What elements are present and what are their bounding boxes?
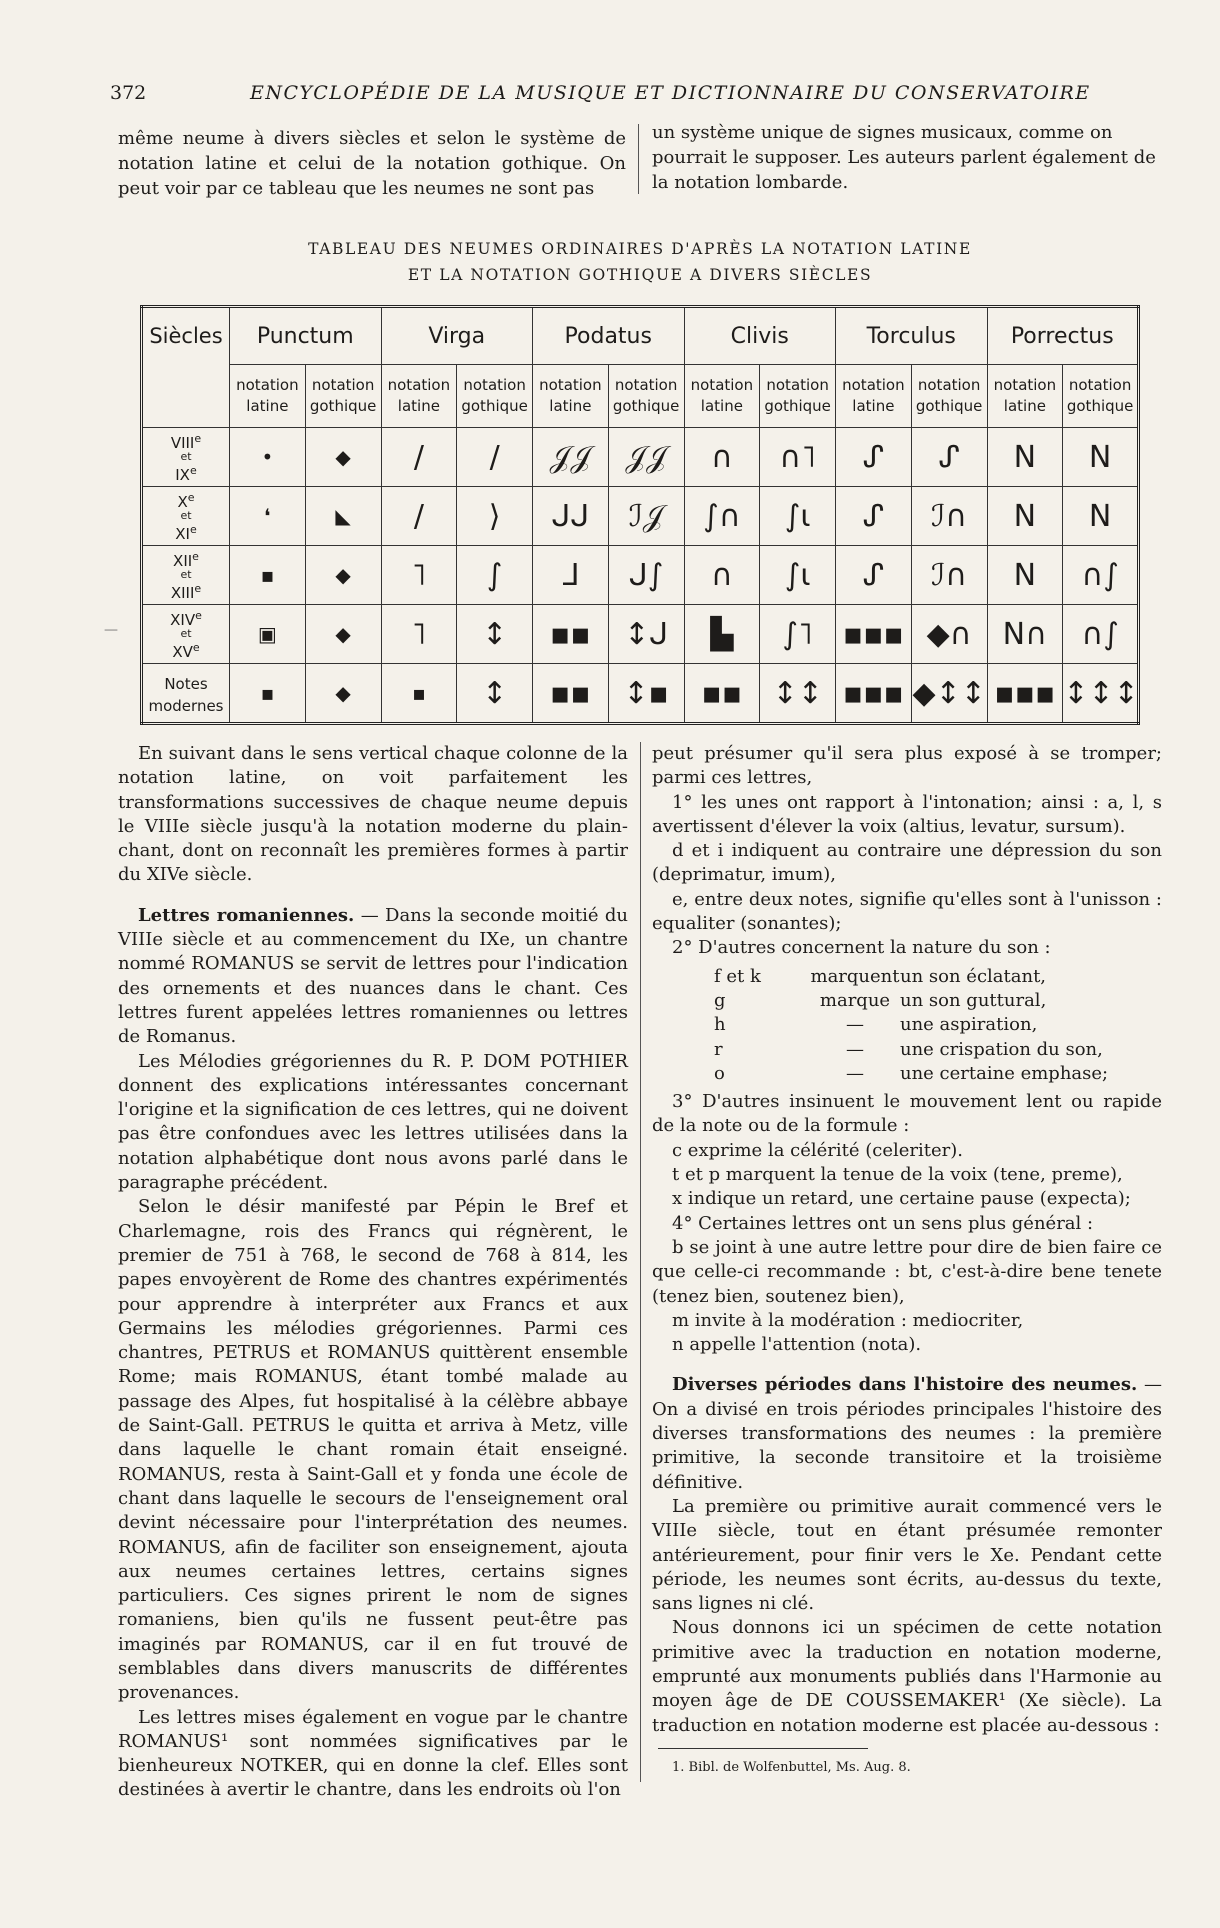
subheader-notation-gothique (305, 365, 381, 428)
subheader-line: latine (852, 397, 895, 415)
neume-symbol: ᔑ (836, 546, 912, 605)
row-label (142, 428, 230, 487)
neume-symbol: ℐ∩ (911, 487, 987, 546)
paragraph: m invite à la modération : mediocriter, (672, 1309, 1024, 1331)
section-paragraph (652, 1373, 1162, 1494)
neume-symbol: ◆∩ (911, 605, 987, 664)
paragraph: n appelle l'attention (nota). (672, 1334, 922, 1356)
neume-symbol: ↕ (457, 664, 533, 724)
subheader-notation-gothique (1063, 365, 1139, 428)
neume-symbol: ˥ (381, 605, 457, 664)
subheader-line: notation (993, 376, 1057, 394)
section-heading: Lettres romaniennes. (138, 904, 355, 926)
section-paragraph (118, 904, 628, 1050)
paragraph: t et p marquent la tenue de la voix (tene, preme), (672, 1164, 1123, 1186)
neume-table (140, 305, 1140, 725)
neume-symbol: ᔑ (836, 487, 912, 546)
neume-symbol: ᒍᒍ (533, 487, 609, 546)
neume-symbol: N (1063, 428, 1139, 487)
sound-letter: f et k (714, 965, 761, 987)
paragraph: b se joint à une autre lettre pour dire de bien faire ce que celle-ci recommande : bt, c'est-à-dire bene tenete (tenez bien, soutenez bien), (652, 1236, 1162, 1307)
left-column (118, 742, 628, 1803)
neume-symbol: ∩ (684, 546, 760, 605)
neume-symbol: • (230, 428, 306, 487)
paragraph-text: — On a divisé en trois périodes principales l'histoire des diverses transformations des neumes : la première primitive, la seconde transitoire et la troisième définitive. (652, 1374, 1162, 1493)
sound-letter: h (714, 1014, 726, 1036)
subheader-line: gothique (915, 397, 983, 415)
paragraph: 1° les unes ont rapport à l'intonation; ainsi : a, l, s avertissent d'élever la voix (altius, levatur, sursum). (652, 791, 1162, 837)
row-label-century: modernes (148, 697, 224, 715)
column-header-clivis: Clivis (684, 307, 836, 365)
subheader-row (142, 365, 1139, 428)
neume-symbol: ▪▪ (533, 664, 609, 724)
page-number: 372 (110, 82, 147, 104)
neume-symbol: ∫ι (760, 546, 836, 605)
subheader-notation-latine (987, 365, 1063, 428)
row-label-et: et (180, 627, 192, 640)
margin-mark: — (104, 622, 118, 638)
sound-verb: marque (819, 989, 891, 1011)
sound-verb: — (846, 1062, 864, 1084)
row-label-century: XI (175, 525, 190, 543)
neume-symbol: ℐ𝒥 (608, 487, 684, 546)
paragraph-text: — Dans la seconde moitié du VIIIe siècle et au commencement du IXe, un chantre nommé ROMANUS se servit de lettres pour l'indication des ornements et des nuances dans le chant. Ces lettres furent appelées lettres romaniennes ou lettres de Romanus. (118, 904, 628, 1048)
row-label-century: XV (172, 643, 193, 661)
paragraph: Les Mélodies grégoriennes du R. P. DOM POTHIER donnent des explications intéressantes concernant l'origine et la signification de ces lettres, qui ne doivent pas être confondues avec les lettres utilisées dans la notation alphabétique dont nous avons parlé dans le paragraphe précédent. (118, 1050, 628, 1194)
row-label-sup: e (187, 491, 195, 504)
table-row (142, 605, 1139, 664)
neume-symbol: N (987, 487, 1063, 546)
subheader-notation-latine (533, 365, 609, 428)
row-label-et: et (180, 509, 192, 522)
neume-symbol: ↕↕↕ (1063, 664, 1139, 724)
subheader-notation-latine (381, 365, 457, 428)
sound-meaning: une aspiration, (900, 1014, 1038, 1036)
subheader-line: notation (690, 376, 754, 394)
neume-symbol: 𝒥𝒥 (608, 428, 684, 487)
footnote-rule (658, 1748, 868, 1749)
subheader-line: latine (1003, 397, 1046, 415)
siecles-header: Siècles (142, 307, 230, 428)
row-label-sup: e (192, 550, 199, 563)
subheader-line: notation (311, 376, 375, 394)
row-label-sup: e (195, 609, 202, 622)
neume-symbol: ∫ (457, 546, 533, 605)
subheader-line: notation (1068, 376, 1132, 394)
list-item (714, 1013, 1162, 1037)
sound-meaning: un son éclatant, (900, 965, 1047, 987)
paragraph: En suivant dans le sens vertical chaque colonne de la notation latine, on voit parfaitement les transformations successives de chaque neume depuis le VIIIe siècle jusqu'à la notation moderne du plain-chant, dont on reconnaît les premières formes à partir du XIVe siècle. (118, 743, 628, 886)
list-item (714, 1038, 1162, 1062)
subheader-line: latine (700, 397, 743, 415)
row-label-century: X (177, 493, 188, 511)
neume-symbol: ∫∩ (684, 487, 760, 546)
neume-symbol: 𝒥𝒥 (533, 428, 609, 487)
row-label-century: VIII (170, 434, 195, 452)
paragraph: 2° D'autres concernent la nature du son : (672, 937, 1051, 959)
neume-symbol: ∩∫ (1063, 605, 1139, 664)
table-caption-line-2: ET LA NOTATION GOTHIQUE A DIVERS SIÈCLES (407, 266, 873, 284)
neume-symbol: ▪ (230, 664, 306, 724)
row-label (142, 605, 230, 664)
neume-symbol: ▙ (684, 605, 760, 664)
neume-symbol: ▪ (230, 546, 306, 605)
neume-symbol: ↕↕ (760, 664, 836, 724)
table-caption (160, 236, 1120, 288)
neume-symbol: ▪▪▪ (836, 605, 912, 664)
neume-symbol: ↕ (457, 605, 533, 664)
neume-symbol: ᔑ (836, 428, 912, 487)
column-divider (640, 742, 641, 1782)
list-item (714, 965, 1162, 989)
subheader-line: notation (917, 376, 981, 394)
row-label-sup: e (192, 641, 200, 654)
subheader-line: notation (842, 376, 905, 394)
subheader-line: gothique (309, 397, 377, 415)
list-item (714, 989, 1162, 1013)
neume-symbol: ∫ι (760, 487, 836, 546)
subheader-notation-gothique (457, 365, 533, 428)
row-label (142, 487, 230, 546)
subheader-line: latine (246, 397, 289, 415)
column-header-punctum: Punctum (230, 307, 382, 365)
row-label (142, 546, 230, 605)
row-label-sup: e (194, 582, 202, 595)
footnote: 1. Bibl. de Wolfenbuttel, Ms. Aug. 8. (672, 1759, 911, 1775)
neume-symbol: / (381, 487, 457, 546)
subheader-notation-latine (684, 365, 760, 428)
neume-symbol: ▪▪ (533, 605, 609, 664)
subheader-line: notation (387, 376, 451, 394)
table-row (142, 546, 1139, 605)
neume-symbol: ▪▪▪ (987, 664, 1063, 724)
paragraph: 3° D'autres insinuent le mouvement lent ou rapide de la note ou de la formule : (652, 1091, 1162, 1137)
neume-symbol: ◆ (305, 546, 381, 605)
neume-symbol: N (987, 428, 1063, 487)
paragraph: La première ou primitive aurait commencé vers le VIIIe siècle, tout en étant présumée remonter antérieurement, pour finir vers le Xe. Pendant cette période, les neumes sont écrits, au-dessus du texte, sans lignes ni clé. (652, 1495, 1162, 1615)
row-label-sup: e (189, 523, 197, 536)
neume-symbol: ∫˥ (760, 605, 836, 664)
subheader-line: latine (397, 397, 440, 415)
paragraph: 4° Certaines lettres ont un sens plus général : (672, 1212, 1094, 1234)
neume-symbol: ᔑ (911, 428, 987, 487)
paragraph: x indique un retard, une certaine pause (expecta); (672, 1188, 1131, 1210)
table-row (142, 664, 1139, 724)
subheader-notation-gothique (760, 365, 836, 428)
subheader-line: notation (539, 376, 602, 394)
neume-symbol: ◆ (305, 428, 381, 487)
neume-symbol: ◆↕↕ (911, 664, 987, 724)
neume-symbol: ◆ (305, 605, 381, 664)
page-header (100, 78, 1190, 106)
row-label-century: IX (175, 466, 190, 484)
subheader-line: gothique (461, 397, 528, 415)
table-caption-line-1: TABLEAU DES NEUMES ORDINAIRES D'APRÈS LA NOTATION LATINE (308, 240, 972, 258)
neume-symbol: ᒧ (533, 546, 609, 605)
neume-symbol: ˥ (381, 546, 457, 605)
sound-verb: — (846, 1038, 864, 1060)
table-row (142, 428, 1139, 487)
sound-letter: r (714, 1038, 723, 1060)
neume-symbol: ❛ (230, 487, 306, 546)
row-label-et: et (180, 450, 192, 463)
paragraph: d et i indiquent au contraire une dépression du son (deprimatur, imum), (652, 840, 1162, 886)
sound-meaning: un son guttural, (900, 989, 1047, 1011)
paragraph: c exprime la célérité (celeriter). (672, 1139, 964, 1161)
subheader-line: gothique (1066, 397, 1134, 415)
paragraph: Selon le désir manifesté par Pépin le Bref et Charlemagne, rois des Francs qui régnèrent, le premier de 751 à 768, le second de 768 à 814, les papes envoyèrent de Rome des chantres expérimentés pour apprendre à interpréter aux Francs et aux Germains les mélodies grégoriennes. Parmi ces chantres, PETRUS et ROMANUS quittèrent ensemble Rome; mais ROMANUS, étant tombé malade au passage des Alpes, fut hospitalisé à la célèbre abbaye de Saint-Gall. PETRUS le quitta et arriva à Metz, ville dans laquelle le chant romain était enseigné. ROMANUS, resta à Saint-Gall et y fonda une école de chant dans laquelle le secours de l'enseignement oral devint nécessaire pour l'interprétation des neumes. ROMANUS, afin de faciliter son enseignement, ajouta aux neumes certaines lettres, certains signes particuliers. Ces signes prirent le nom de signes romaniens, bien qu'ils ne fussent peut-être pas imaginés par ROMANUS, car il en fut trouvé de semblables dans divers manuscrits de différentes provenances. (118, 1196, 628, 1704)
subheader-line: latine (549, 397, 592, 415)
neume-symbol: ▪ (381, 664, 457, 724)
row-label-sup: e (194, 432, 202, 445)
subheader-line: notation (614, 376, 678, 394)
row-label-century: XIV (170, 611, 196, 629)
column-header-podatus: Podatus (533, 307, 685, 365)
column-header-torculus: Torculus (836, 307, 988, 365)
paragraph: Les lettres mises également en vogue par le chantre ROMANUS¹ sont nommées significatives par le bienheureux NOTKER, qui en donne la clef. Elles sont destinées à avertir le chantre, dans les endroits où l'on (118, 1706, 628, 1801)
paragraph: Nous donnons ici un spécimen de cette notation primitive avec la traduction en notation moderne, emprunté aux monuments publiés dans l'Harmonie au moyen âge de DE COUSSEMAKER¹ (Xe siècle). La traduction en notation moderne est placée au-dessous : (652, 1617, 1162, 1736)
sound-meaning: une crispation du son, (900, 1038, 1103, 1060)
neume-symbol: N∩ (987, 605, 1063, 664)
neume-symbol: / (381, 428, 457, 487)
right-column (652, 742, 1162, 1777)
subheader-line: gothique (764, 397, 831, 415)
subheader-line: notation (766, 376, 829, 394)
neume-symbol: ↕ᒍ (608, 605, 684, 664)
row-label (142, 664, 230, 724)
row-label-sup: e (189, 464, 197, 477)
neume-symbol: ∩˥ (760, 428, 836, 487)
neume-symbol: ᒍ∫ (608, 546, 684, 605)
neume-symbol: ▣ (230, 605, 306, 664)
neume-symbol: / (457, 428, 533, 487)
section-heading: Diverses périodes dans l'histoire des neumes. (672, 1374, 1138, 1396)
sound-meaning: une certaine emphase; (900, 1062, 1109, 1084)
list-item (714, 1062, 1162, 1086)
neume-symbol: ∩ (684, 428, 760, 487)
neume-table-body (142, 428, 1139, 724)
subheader-line: notation (236, 376, 299, 394)
sound-verb: marquent (810, 965, 900, 987)
neume-symbol: ◆ (305, 664, 381, 724)
intro-left-text: même neume à divers siècles et selon le système de notation latine et celui de la notation gothique. On peut voir par ce tableau que les neumes ne sont pas (118, 128, 626, 199)
subheader-notation-latine (230, 365, 306, 428)
neume-symbol: ▪▪▪ (836, 664, 912, 724)
subheader-line: notation (463, 376, 526, 394)
subheader-notation-latine (836, 365, 912, 428)
running-head: ENCYCLOPÉDIE DE LA MUSIQUE ET DICTIONNAIRE DU CONSERVATOIRE (250, 82, 1091, 104)
row-label-century: XIII (170, 584, 195, 602)
neume-symbol: ℐ∩ (911, 546, 987, 605)
neume-symbol: N (1063, 487, 1139, 546)
row-label-century: XII (173, 552, 193, 570)
paragraph: e, entre deux notes, signifie qu'elles sont à l'unisson : equaliter (sonantes); (652, 888, 1162, 935)
paragraph: peut présumer qu'il sera plus exposé à se tromper; parmi ces lettres, (652, 743, 1162, 789)
subheader-notation-gothique (911, 365, 987, 428)
table-row (142, 487, 1139, 546)
neume-symbol: ↕▪ (608, 664, 684, 724)
intro-right-text: un système unique de signes musicaux, comme on pourrait le supposer. Les auteurs parlent également de la notation lombarde. (652, 122, 1156, 193)
neume-symbol: ∩∫ (1063, 546, 1139, 605)
row-label-et: et (180, 568, 192, 581)
subheader-line: gothique (612, 397, 680, 415)
column-divider-top (638, 124, 639, 194)
neume-symbol: ▪▪ (684, 664, 760, 724)
sound-letter: o (714, 1062, 725, 1084)
column-header-virga: Virga (381, 307, 533, 365)
sound-verb: — (846, 1014, 864, 1036)
sound-letter: g (714, 989, 726, 1011)
neume-symbol: ⟩ (457, 487, 533, 546)
neume-symbol: ◣ (305, 487, 381, 546)
subheader-notation-gothique (608, 365, 684, 428)
sound-list (714, 965, 1162, 1086)
column-header-porrectus: Porrectus (987, 307, 1139, 365)
row-label-century: Notes (164, 675, 208, 693)
neume-symbol: N (987, 546, 1063, 605)
